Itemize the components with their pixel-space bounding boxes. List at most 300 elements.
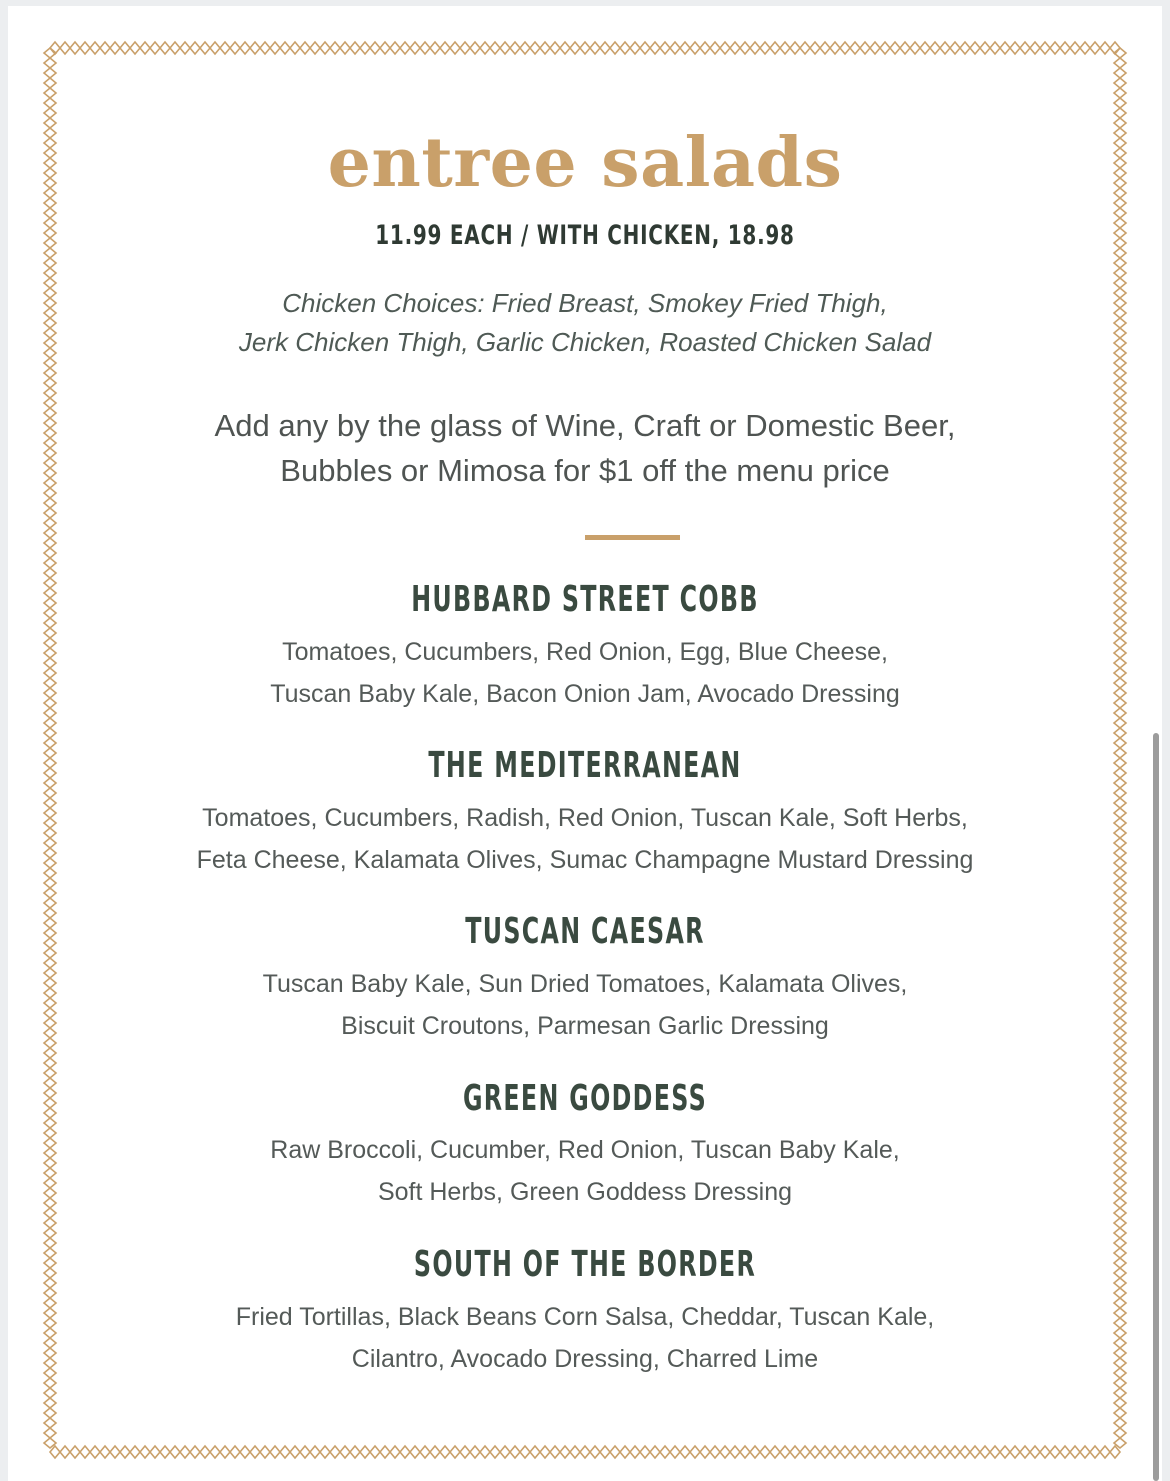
border-diamond — [44, 78, 56, 88]
border-diamond — [120, 42, 130, 54]
border-diamond — [620, 42, 630, 54]
border-diamond — [1114, 1218, 1126, 1228]
border-diamond — [890, 42, 900, 54]
border-diamond — [44, 598, 56, 608]
border-diamond — [280, 1446, 290, 1458]
border-diamond — [990, 42, 1000, 54]
border-diamond — [580, 1446, 590, 1458]
border-diamond — [610, 1446, 620, 1458]
border-diamond — [460, 42, 470, 54]
border-diamond — [720, 1446, 730, 1458]
border-diamond — [44, 1258, 56, 1268]
section-divider — [585, 535, 680, 540]
border-diamond — [1100, 42, 1110, 54]
price-line: 11.99 EACH / WITH CHICKEN, 18.98 — [375, 220, 795, 251]
border-diamond — [1114, 588, 1126, 598]
border-diamond — [140, 1446, 150, 1458]
border-diamond — [44, 1278, 56, 1288]
border-diamond — [1114, 568, 1126, 578]
border-diamond — [300, 42, 310, 54]
border-diamond — [1114, 58, 1126, 68]
border-diamond — [44, 228, 56, 238]
border-diamond — [410, 42, 420, 54]
border-diamond — [730, 1446, 740, 1458]
border-diamond — [350, 42, 360, 54]
border-diamond — [44, 918, 56, 928]
border-diamond — [660, 42, 670, 54]
border-diamond — [940, 42, 950, 54]
border-diamond — [44, 88, 56, 98]
border-diamond — [290, 1446, 300, 1458]
border-diamond — [250, 1446, 260, 1458]
border-diamond — [880, 1446, 890, 1458]
border-diamond — [190, 1446, 200, 1458]
border-diamond — [1114, 748, 1126, 758]
border-diamond — [540, 42, 550, 54]
border-diamond — [420, 42, 430, 54]
border-diamond — [1114, 898, 1126, 908]
border-diamond — [1114, 888, 1126, 898]
border-diamond — [44, 1388, 56, 1398]
border-diamond — [44, 588, 56, 598]
border-diamond — [480, 1446, 490, 1458]
item-description-line: Tomatoes, Cucumbers, Radish, Red Onion, Tuscan Kale, Soft Herbs, — [202, 804, 968, 832]
border-diamond — [44, 608, 56, 618]
border-diamond — [90, 1446, 100, 1458]
border-diamond — [450, 1446, 460, 1458]
border-diamond — [1114, 1108, 1126, 1118]
border-diamond — [44, 1418, 56, 1428]
border-diamond — [630, 1446, 640, 1458]
border-diamond — [1114, 258, 1126, 268]
border-diamond — [700, 1446, 710, 1458]
border-diamond — [1114, 238, 1126, 248]
item-description-line: Biscuit Croutons, Parmesan Garlic Dressing — [341, 1012, 829, 1040]
border-diamond — [44, 578, 56, 588]
border-diamond — [840, 1446, 850, 1458]
border-diamond — [1040, 42, 1050, 54]
border-diamond — [370, 42, 380, 54]
border-diamond — [950, 1446, 960, 1458]
border-diamond — [1114, 1238, 1126, 1248]
border-diamond — [920, 42, 930, 54]
border-diamond — [100, 1446, 110, 1458]
border-diamond — [1114, 1398, 1126, 1408]
border-diamond — [410, 1446, 420, 1458]
border-diamond — [240, 42, 250, 54]
border-diamond — [600, 42, 610, 54]
border-diamond — [910, 42, 920, 54]
border-diamond — [44, 1098, 56, 1108]
border-diamond — [400, 1446, 410, 1458]
border-diamond — [1114, 1098, 1126, 1108]
border-diamond — [1114, 1428, 1126, 1438]
border-diamond — [1114, 1258, 1126, 1268]
chicken-choices-line: Chicken Choices: Fried Breast, Smokey Fried Thigh, — [282, 288, 888, 318]
item-description-line: Cilantro, Avocado Dressing, Charred Lime — [351, 1345, 819, 1373]
border-diamond — [1114, 778, 1126, 788]
border-diamond — [900, 1446, 910, 1458]
border-diamond — [1114, 388, 1126, 398]
drink-offer-line: Bubbles or Mimosa for $1 off the menu price — [280, 453, 890, 488]
border-diamond — [44, 98, 56, 108]
border-diamond — [600, 1446, 610, 1458]
border-diamond — [44, 208, 56, 218]
border-diamond — [1114, 528, 1126, 538]
border-diamond — [1114, 1078, 1126, 1088]
border-diamond — [44, 1268, 56, 1278]
border-diamond — [690, 42, 700, 54]
border-diamond — [1114, 768, 1126, 778]
border-diamond — [850, 42, 860, 54]
border-diamond — [450, 42, 460, 54]
border-diamond — [1010, 42, 1020, 54]
border-diamond — [340, 1446, 350, 1458]
border-diamond — [1050, 42, 1060, 54]
border-diamond — [44, 248, 56, 258]
item-description-line: Feta Cheese, Kalamata Olives, Sumac Champagne Mustard Dressing — [196, 846, 974, 874]
border-diamond — [1020, 1446, 1030, 1458]
border-diamond — [150, 1446, 160, 1458]
drink-offer-line: Add any by the glass of Wine, Craft or Domestic Beer, — [214, 408, 956, 443]
border-diamond — [1040, 1446, 1050, 1458]
border-diamond — [1114, 918, 1126, 928]
border-diamond — [850, 1446, 860, 1458]
border-diamond — [44, 758, 56, 768]
border-diamond — [710, 42, 720, 54]
border-diamond — [44, 888, 56, 898]
border-diamond — [210, 42, 220, 54]
border-diamond — [44, 538, 56, 548]
border-diamond — [44, 218, 56, 228]
border-diamond — [1114, 98, 1126, 108]
border-diamond — [810, 42, 820, 54]
border-diamond — [310, 42, 320, 54]
border-diamond — [470, 1446, 480, 1458]
border-diamond — [780, 42, 790, 54]
border-diamond — [44, 1058, 56, 1068]
border-diamond — [440, 1446, 450, 1458]
item-description-green-goddess — [0, 1129, 1170, 1213]
border-diamond — [1060, 1446, 1070, 1458]
item-description-south-of-the-border — [0, 1296, 1170, 1380]
border-diamond — [960, 42, 970, 54]
border-diamond — [640, 42, 650, 54]
border-diamond — [530, 1446, 540, 1458]
border-diamond — [680, 42, 690, 54]
border-diamond — [480, 42, 490, 54]
border-diamond — [360, 42, 370, 54]
border-diamond — [560, 42, 570, 54]
item-description-line: Tuscan Baby Kale, Sun Dried Tomatoes, Kalamata Olives, — [262, 970, 908, 998]
border-diamond — [570, 1446, 580, 1458]
border-diamond — [1114, 608, 1126, 618]
border-diamond — [180, 42, 190, 54]
border-diamond — [1110, 1446, 1120, 1458]
border-diamond — [44, 718, 56, 728]
border-diamond — [70, 1446, 80, 1458]
border-diamond — [1114, 368, 1126, 378]
border-diamond — [760, 1446, 770, 1458]
border-diamond — [1000, 1446, 1010, 1458]
border-diamond — [44, 1048, 56, 1058]
border-diamond — [44, 1248, 56, 1258]
border-diamond — [970, 42, 980, 54]
item-description-the-mediterranean — [0, 797, 1170, 881]
border-diamond — [500, 1446, 510, 1458]
border-diamond — [1114, 88, 1126, 98]
border-diamond — [44, 568, 56, 578]
border-diamond — [44, 1108, 56, 1118]
border-diamond — [490, 1446, 500, 1458]
border-diamond — [1030, 42, 1040, 54]
border-diamond — [660, 1446, 670, 1458]
border-diamond — [1114, 578, 1126, 588]
border-diamond — [180, 1446, 190, 1458]
border-diamond — [670, 1446, 680, 1458]
border-diamond — [1060, 42, 1070, 54]
border-diamond — [1114, 508, 1126, 518]
border-diamond — [1114, 1408, 1126, 1418]
border-diamond — [520, 1446, 530, 1458]
border-diamond — [320, 42, 330, 54]
border-diamond — [170, 1446, 180, 1458]
border-diamond — [610, 42, 620, 54]
border-diamond — [540, 1446, 550, 1458]
border-diamond — [44, 508, 56, 518]
border-diamond — [160, 1446, 170, 1458]
border-diamond — [44, 1238, 56, 1248]
border-diamond — [50, 1446, 60, 1458]
border-diamond — [1114, 728, 1126, 738]
border-diamond — [1114, 108, 1126, 118]
border-diamond — [250, 42, 260, 54]
border-diamond — [380, 42, 390, 54]
border-diamond — [1114, 598, 1126, 608]
border-diamond — [1114, 78, 1126, 88]
border-diamond — [130, 42, 140, 54]
border-diamond — [1080, 42, 1090, 54]
border-diamond — [290, 42, 300, 54]
item-name-hubbard-street-cobb: HUBBARD STREET COBB — [411, 579, 759, 620]
border-diamond — [990, 1446, 1000, 1458]
border-diamond — [1114, 1068, 1126, 1078]
border-diamond — [1114, 208, 1126, 218]
border-diamond — [420, 1446, 430, 1458]
border-diamond — [44, 1218, 56, 1228]
border-diamond — [1020, 42, 1030, 54]
border-diamond — [170, 42, 180, 54]
border-diamond — [210, 1446, 220, 1458]
item-name-south-of-the-border: SOUTH OF THE BORDER — [413, 1244, 757, 1285]
border-diamond — [800, 1446, 810, 1458]
border-diamond — [860, 1446, 870, 1458]
item-name-tuscan-caesar: TUSCAN CAESAR — [465, 911, 705, 952]
border-diamond — [150, 42, 160, 54]
border-diamond — [510, 1446, 520, 1458]
border-diamond — [880, 42, 890, 54]
border-diamond — [1070, 42, 1080, 54]
border-diamond — [910, 1446, 920, 1458]
border-diamond — [60, 1446, 70, 1458]
border-diamond — [130, 1446, 140, 1458]
border-diamond — [820, 42, 830, 54]
border-diamond — [44, 748, 56, 758]
border-diamond — [680, 1446, 690, 1458]
border-diamond — [570, 42, 580, 54]
border-diamond — [70, 42, 80, 54]
border-diamond — [470, 42, 480, 54]
border-diamond — [460, 1446, 470, 1458]
border-diamond — [44, 268, 56, 278]
border-diamond — [620, 1446, 630, 1458]
border-diamond — [740, 42, 750, 54]
border-diamond — [670, 42, 680, 54]
border-diamond — [700, 42, 710, 54]
border-diamond — [860, 42, 870, 54]
border-diamond — [44, 1228, 56, 1238]
border-diamond — [44, 1068, 56, 1078]
border-diamond — [390, 42, 400, 54]
border-diamond — [44, 938, 56, 948]
border-diamond — [490, 42, 500, 54]
border-diamond — [160, 42, 170, 54]
border-diamond — [220, 1446, 230, 1458]
border-diamond — [730, 42, 740, 54]
border-diamond — [1114, 738, 1126, 748]
border-diamond — [110, 1446, 120, 1458]
border-diamond — [200, 42, 210, 54]
border-diamond — [120, 1446, 130, 1458]
border-diamond — [60, 42, 70, 54]
border-diamond — [360, 1446, 370, 1458]
border-diamond — [800, 42, 810, 54]
border-diamond — [110, 42, 120, 54]
border-diamond — [1114, 1058, 1126, 1068]
border-diamond — [270, 42, 280, 54]
border-diamond — [720, 42, 730, 54]
border-diamond — [44, 548, 56, 558]
border-diamond — [790, 42, 800, 54]
border-diamond — [740, 1446, 750, 1458]
border-diamond — [550, 42, 560, 54]
border-diamond — [1090, 42, 1100, 54]
border-diamond — [820, 1446, 830, 1458]
border-diamond — [790, 1446, 800, 1458]
item-description-line: Fried Tortillas, Black Beans Corn Salsa, Cheddar, Tuscan Kale, — [235, 1303, 935, 1331]
border-diamond — [1114, 618, 1126, 628]
border-diamond — [330, 1446, 340, 1458]
border-diamond — [650, 42, 660, 54]
border-diamond — [44, 768, 56, 778]
border-diamond — [1030, 1446, 1040, 1458]
border-diamond — [520, 42, 530, 54]
border-diamond — [810, 1446, 820, 1458]
border-diamond — [44, 1398, 56, 1408]
border-diamond — [1114, 1388, 1126, 1398]
border-diamond — [590, 1446, 600, 1458]
border-diamond — [44, 258, 56, 268]
border-diamond — [44, 618, 56, 628]
border-diamond — [430, 42, 440, 54]
border-diamond — [1114, 908, 1126, 918]
border-diamond — [390, 1446, 400, 1458]
border-diamond — [650, 1446, 660, 1458]
border-diamond — [44, 108, 56, 118]
border-diamond — [370, 1446, 380, 1458]
border-diamond — [100, 42, 110, 54]
border-diamond — [80, 1446, 90, 1458]
border-diamond — [870, 42, 880, 54]
border-diamond — [310, 1446, 320, 1458]
border-diamond — [44, 238, 56, 248]
border-diamond — [1114, 1118, 1126, 1128]
border-diamond — [1090, 1446, 1100, 1458]
border-diamond — [770, 42, 780, 54]
border-diamond — [230, 1446, 240, 1458]
border-diamond — [1114, 558, 1126, 568]
border-diamond — [1114, 248, 1126, 258]
border-diamond — [300, 1446, 310, 1458]
border-diamond — [190, 42, 200, 54]
border-diamond — [44, 58, 56, 68]
border-diamond — [640, 1446, 650, 1458]
border-diamond — [1114, 1228, 1126, 1238]
item-description-line: Tuscan Baby Kale, Bacon Onion Jam, Avocado Dressing — [270, 680, 900, 708]
border-diamond — [1114, 1278, 1126, 1288]
border-diamond — [1114, 1088, 1126, 1098]
border-diamond — [340, 42, 350, 54]
border-diamond — [1114, 1268, 1126, 1278]
border-diamond — [940, 1446, 950, 1458]
border-diamond — [510, 42, 520, 54]
border-diamond — [44, 1428, 56, 1438]
border-diamond — [1114, 498, 1126, 508]
border-diamond — [580, 42, 590, 54]
border-diamond — [220, 42, 230, 54]
border-diamond — [44, 558, 56, 568]
border-diamond — [960, 1446, 970, 1458]
border-diamond — [1114, 538, 1126, 548]
border-diamond — [750, 42, 760, 54]
border-diamond — [44, 928, 56, 938]
border-diamond — [44, 378, 56, 388]
border-diamond — [1114, 718, 1126, 728]
border-diamond — [44, 518, 56, 528]
item-description-line: Soft Herbs, Green Goddess Dressing — [377, 1178, 793, 1206]
item-name-the-mediterranean: THE MEDITERRANEAN — [428, 745, 742, 786]
border-diamond — [90, 42, 100, 54]
border-diamond — [44, 368, 56, 378]
border-diamond — [840, 42, 850, 54]
border-diamond — [44, 68, 56, 78]
border-diamond — [350, 1446, 360, 1458]
border-diamond — [440, 42, 450, 54]
border-diamond — [380, 1446, 390, 1458]
border-diamond — [750, 1446, 760, 1458]
border-diamond — [44, 1408, 56, 1418]
border-diamond — [770, 1446, 780, 1458]
border-diamond — [1114, 268, 1126, 278]
border-diamond — [830, 42, 840, 54]
border-diamond — [260, 1446, 270, 1458]
border-diamond — [44, 1118, 56, 1128]
border-diamond — [1114, 548, 1126, 558]
border-diamond — [1070, 1446, 1080, 1458]
border-diamond — [44, 738, 56, 748]
border-diamond — [400, 42, 410, 54]
border-diamond — [44, 498, 56, 508]
